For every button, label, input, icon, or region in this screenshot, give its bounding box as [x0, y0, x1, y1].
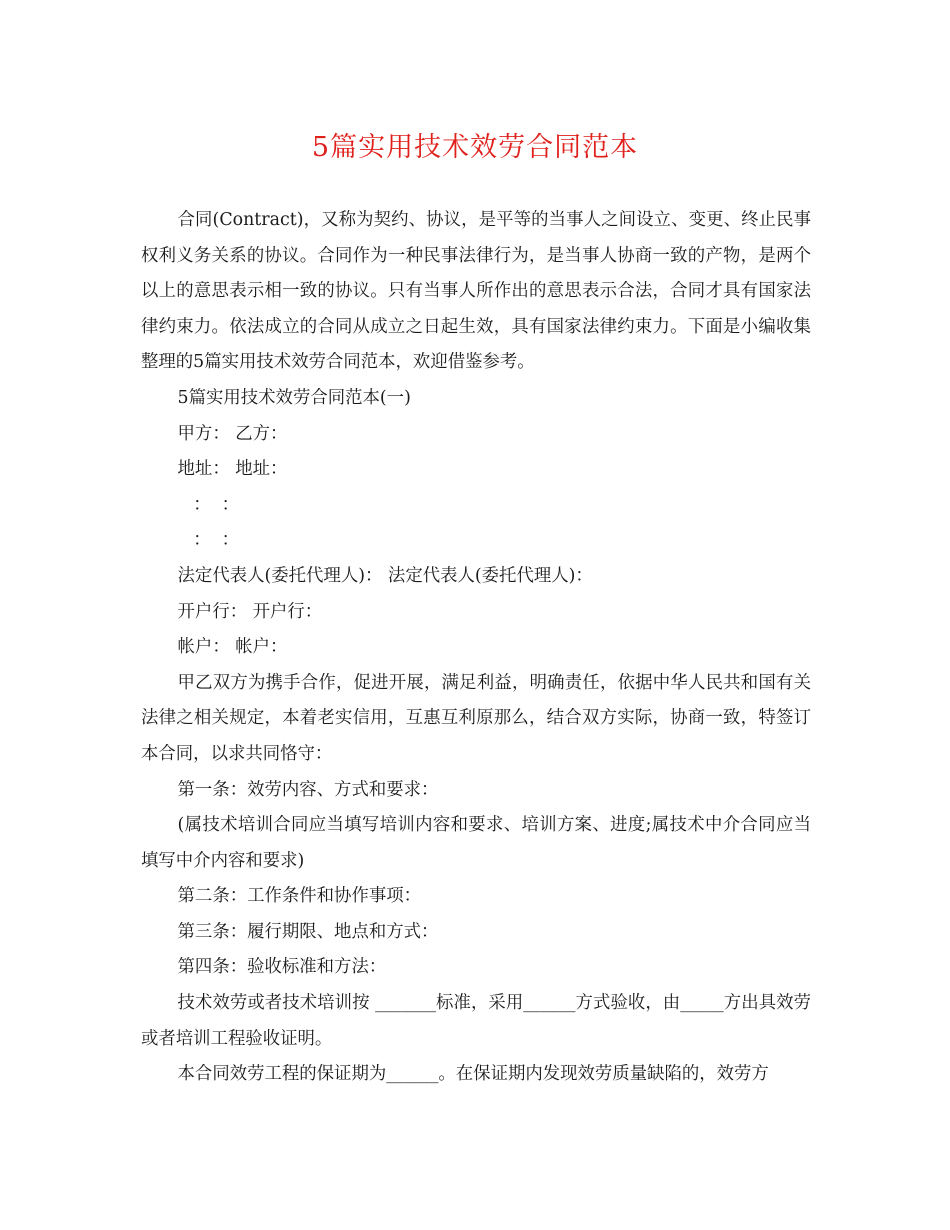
bank-line: 开户行： 开户行： [177, 601, 323, 622]
article-1-note: (属技术培训合同应当填写培训内容和要求、培训方案、进度;属技术中介合同应当填写中介内容和要求) [141, 815, 811, 871]
document-body [141, 203, 811, 1093]
article-1: 第一条：效劳内容、方式和要求： [177, 779, 439, 800]
document-title: 5篇实用技术效劳合同范本 [311, 132, 639, 163]
representative-line: 法定代表人(委托代理人)： 法定代表人(委托代理人)： [177, 565, 593, 586]
article-2: 第二条：工作条件和协作事项： [177, 886, 422, 907]
address-line: 地址： 地址： [177, 459, 288, 480]
party-line: 甲方： 乙方： [177, 423, 288, 444]
contract-heading: 5篇实用技术效劳合同范本(一) [177, 387, 411, 408]
blank-field-line: ： ： [193, 530, 240, 551]
preamble-paragraph: 甲乙双方为携手合作，促进开展，满足利益，明确责任，依据中华人民共和国有关法律之相关规定，本着老实信用，互惠互利原那么，结合双方实际，协商一致，特签订本合同，以求共同恪守： [141, 672, 811, 764]
warranty-paragraph: 本合同效劳工程的保证期为______。在保证期内发现效劳质量缺陷的，效劳方 [177, 1064, 769, 1085]
article-4: 第四条：验收标准和方法： [177, 957, 387, 978]
blank-field-line: ： ： [193, 494, 240, 515]
article-3: 第三条：履行期限、地点和方式： [177, 921, 439, 942]
account-line: 帐户： 帐户： [177, 637, 288, 658]
intro-paragraph: 合同(Contract)，又称为契约、协议，是平等的当事人之间设立、变更、终止民事权利义务关系的协议。合同作为一种民事法律行为，是当事人协商一致的产物，是两个以上的意思表示相一致的协议。只有当事人所作出的意思表示合法，合同才具有国家法律约束力。依法成立的合同从成立之日起生效，具有国家法律约束力。下面是小编收集整理的5篇实用技术效劳合同范本，欢迎借鉴参考。 [141, 210, 811, 373]
acceptance-paragraph: 技术效劳或者技术培训按 _______标准，采用______方式验收，由_____方出具效劳或者培训工程验收证明。 [141, 993, 811, 1049]
